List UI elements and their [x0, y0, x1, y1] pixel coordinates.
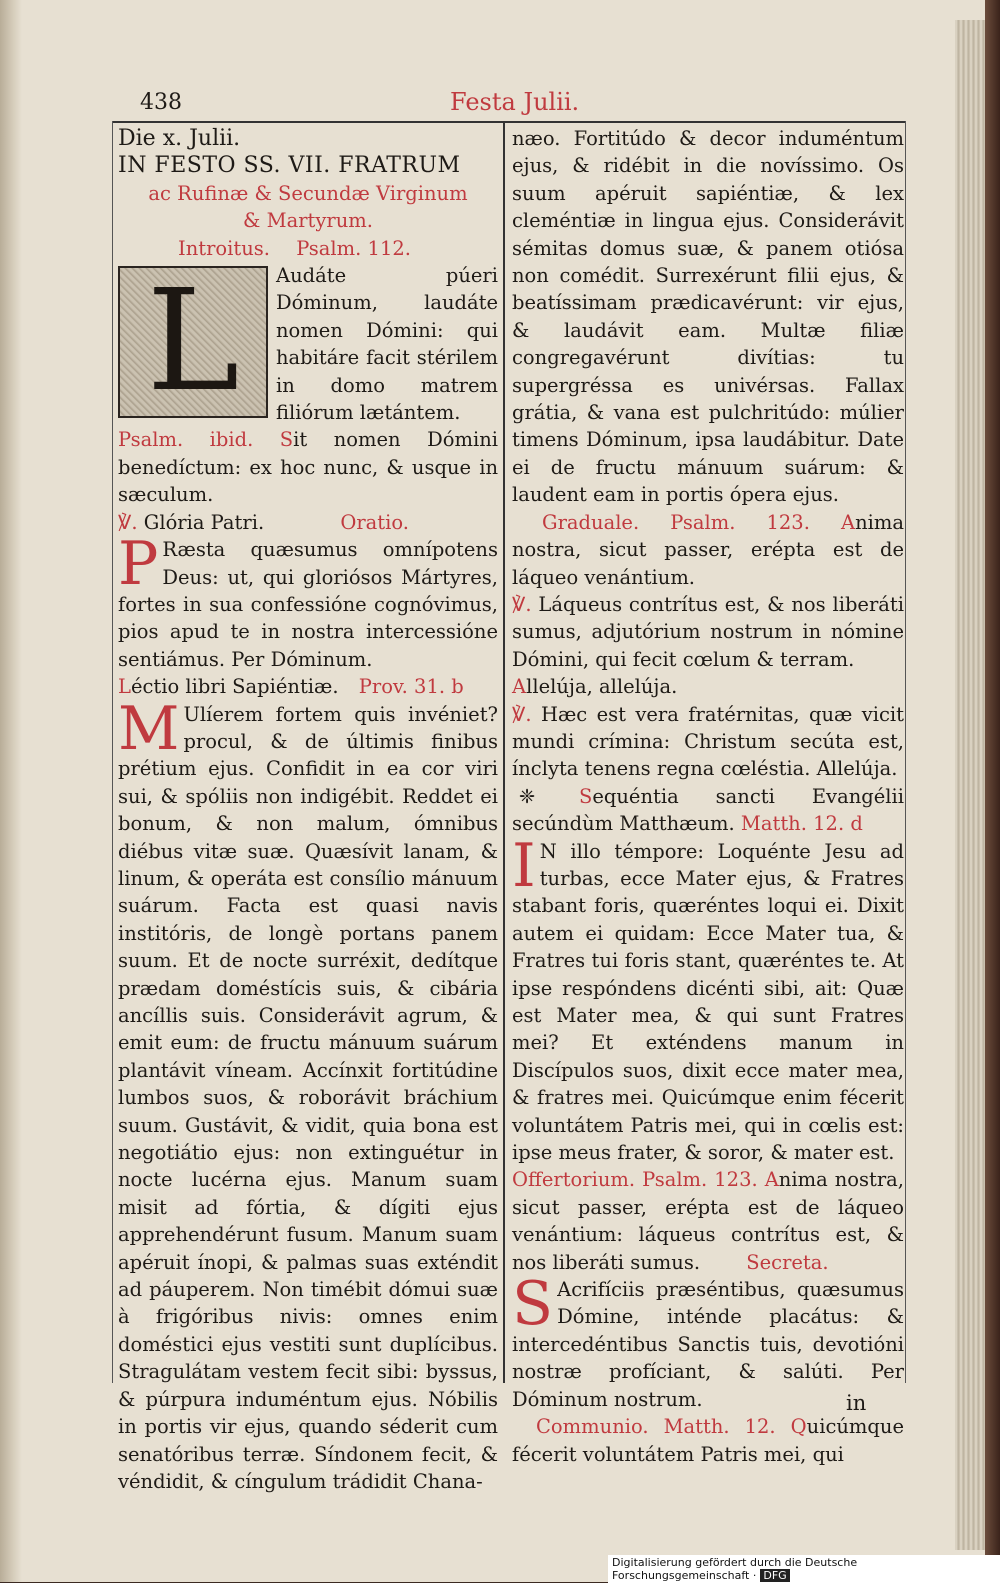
- psalm-verse: [118, 426, 498, 508]
- feast-date: Die x. Julii.: [118, 126, 241, 151]
- introit-ref: Psalm. 112.: [296, 236, 411, 260]
- ornament-icon: ❈: [518, 784, 536, 808]
- communio-initial: Q: [790, 1415, 807, 1439]
- psalm-initial: S: [279, 428, 294, 452]
- secreta-text: Acrifíciis præséntibus, quæsumus Dómine, inténde placátus: & intercedéntibus Sanctis tuis, devotióni nostræ profíciant, & salúti. Per Dóminum nostrum.: [512, 1278, 904, 1411]
- lectio-continuation: næo. Fortitúdo & decor induméntum ejus, & ridébit in die novíssimo. Os suum apéruit sapiéntiæ, & lex cleméntiæ in lingua ejus. Considerávit sémitas domus suæ, & panem otiósa non comédit. Surrexérunt filii ejus, & beatíssimam prædicavérunt: vir ejus, & laudávit eam. Multæ filiæ congregavérunt divítias: tu supergréssa es univérsas. Fallax grátia, & vana est pulchritúdo: múlier timens Dóminum, ipsa laudábitur. Date ei de fructu mánuum suárum: & laudent eam in portis ópera ejus.: [512, 127, 904, 507]
- lectio-paragraph: [118, 693, 498, 1496]
- left-column: [118, 125, 498, 1495]
- lectio-ref: Prov. 31. b: [358, 675, 464, 699]
- communio-text: uicúmque fécerit voluntátem Patris mei, qui: [512, 1415, 905, 1466]
- lectio-heading: [118, 673, 498, 700]
- sequentia-initial: S: [578, 784, 593, 808]
- sequentia-ref: Matth. 12. d: [740, 812, 863, 836]
- gloria-line: [118, 509, 498, 536]
- versicle-1-mark: ℣.: [512, 592, 532, 616]
- sequentia: [512, 783, 904, 838]
- graduale-text: nima nostra, sicut passer, erépta est de láqueo venántium.: [512, 510, 905, 589]
- oratio-paragraph: [118, 529, 498, 673]
- footer-text: Digitalisierung gefördert durch die Deutsche Forschungsgemeinschaft ·: [612, 1556, 858, 1582]
- oratio-text: Ræsta quæsumus omnípotens Deus: ut, qui gloriósos Mártyres, fortes in sua confessióne cognóvimus, pios apud te in nostra intercessióne sentiámus. Per Dóminum.: [118, 538, 498, 671]
- page-edges: [955, 20, 985, 1550]
- versicle-1-text: Láqueus contrítus est, & nos liberáti sumus, adjutórium nostrum in nómine Dómini, qui fecit cœlum & terram.: [512, 592, 904, 671]
- versicle-2-text: Hæc est vera fratérnitas, quæ vicit mundi crímina: Christum secúta est, ínclyta tenens regna cœléstia. Allelúja.: [512, 702, 905, 781]
- versicle-1: [512, 591, 904, 673]
- psalm-label: Psalm. ibid.: [118, 428, 254, 452]
- offertorium-label: Offertorium. Psalm. 123.: [512, 1168, 758, 1192]
- graduale: [512, 509, 904, 591]
- communio-label: Communio. Matth. 12.: [536, 1415, 776, 1439]
- running-head: Festa Julii.: [450, 88, 580, 116]
- feast-title: IN FESTO SS. VII. FRATRUM: [118, 153, 461, 179]
- page-binding: [0, 0, 22, 1582]
- oratio-label: Oratio.: [340, 510, 409, 534]
- book-cover-edge: [985, 0, 1000, 1582]
- introit-heading: [118, 235, 498, 262]
- graduale-label: Graduale. Psalm. 123.: [542, 510, 810, 534]
- digitization-footer: [608, 1555, 1000, 1583]
- catchword: in: [846, 1391, 867, 1415]
- offertorium-initial: A: [764, 1168, 779, 1192]
- decorated-initial: [118, 260, 268, 424]
- feast-subtitle-2: & Martyrum.: [243, 209, 373, 233]
- secreta-dropcap: S: [512, 1269, 554, 1340]
- introit-text: Audáte púeri Dóminum, laudáte nomen Dómini: qui habitáre facit stérilem in domo matrem filiórum lætántem.: [276, 264, 498, 425]
- versicle-2: [512, 701, 904, 783]
- left-rule: [112, 121, 113, 1383]
- gospel-paragraph: [512, 830, 904, 1167]
- versicle-mark: ℣.: [118, 510, 138, 534]
- decorated-initial-letter: L: [146, 260, 240, 424]
- introit-label: Introitus.: [178, 236, 270, 260]
- column-divider: [503, 121, 505, 1383]
- versicle-2-mark: ℣.: [512, 702, 532, 726]
- lectio-label: éctio libri Sapiéntiæ.: [130, 675, 339, 699]
- offertorium: [512, 1166, 904, 1276]
- lectio-text: Ulíerem fortem quis invéniet? procul, & de últimis finibus prétium ejus. Confidit in ea cor viri sui, & spóliis non indigébit. Reddet ei bonum, & non malum, ómnibus diébus vitæ suæ. Quæsívit lanam, & linum, & operáta est consílio mánuum suárum. Facta est quasi navis institóris, de longè portans panem suum. Et de nocte surréxit, dedítque prædam doméstícis suis, & cibária ancíllis suis. Considerávit agrum, & emit eum: de fructu mánuum suárum plantávit víneam. Accínxit fortitúdine lumbos suos, & roborávit bráchium suum. Gustávit, & vidit, quia bona est negotiátio ejus: non extinguétur in nocte lucérna ejus. Manum suam misit ad fórtia, & dígiti ejus apprehendérunt fusum. Manum suam apéruit ínopi, & palmas suas exténdit ad páuperem. Non timébit dómui suæ à frigóribus nivis: omnes enim doméstici ejus vestiti sunt duplícibus. Stragulátam vestem fecit sibi: byssus, & púrpura induméntum ejus. Nóbilis in portis vir ejus, quando séderit cum senatóribus terræ. Síndonem fecit, & véndidit, & cíngulum trádidit Chana-: [118, 702, 498, 1493]
- right-rule: [905, 121, 906, 1383]
- alleluia-text: llelúja, allelúja.: [526, 675, 678, 699]
- gospel-dropcap: I: [512, 830, 536, 901]
- secreta-label: Secreta.: [746, 1250, 829, 1274]
- gospel-text: N illo témpore: Loquénte Jesu ad turbas, ecce Mater ejus, & Fratres stabant foris, quæréntes loqui ei. Dixit autem ei quidam: Ecce Mater tua, & Fratres tui foris stant, quæréntes te. At ipse respóndens dicénti sibi, ait: Quæ est Mater mea, & qui sunt Fratres mei? Et exténdens manum in Discípulos suos, dixit ecce mater mea, & fratres mei. Quicúmque enim fécerit voluntátem Patris mei, qui in cœlis est: ipse meus frater, & soror, & mater est.: [512, 839, 904, 1165]
- page-number: 438: [140, 90, 182, 115]
- gloria-text: Glória Patri.: [143, 510, 265, 534]
- graduale-initial: A: [841, 510, 856, 534]
- psalm-text: it nomen Dómini benedíctum: ex hoc nunc, & usque in sæculum.: [118, 428, 498, 507]
- lectio-dropcap: M: [118, 693, 180, 764]
- alleluia-initial: A: [512, 675, 527, 699]
- lectio-initial: L: [118, 675, 131, 699]
- offertorium-text: nima nostra, sicut passer, erépta est de láqueo venántium: láqueus contrítus est, & nos liberáti sumus.: [512, 1168, 904, 1274]
- oratio-dropcap: P: [118, 529, 159, 600]
- dfg-logo-icon: DFG: [760, 1569, 789, 1582]
- sequentia-text: equéntia sancti Evangélii secúndùm Matthæum.: [512, 784, 904, 836]
- right-column: [512, 125, 904, 1468]
- alleluia: [512, 673, 904, 700]
- feast-subtitle-1: ac Rufinæ & Secundæ Virginum: [148, 181, 468, 205]
- top-rule: [112, 121, 906, 123]
- communio: [512, 1413, 904, 1468]
